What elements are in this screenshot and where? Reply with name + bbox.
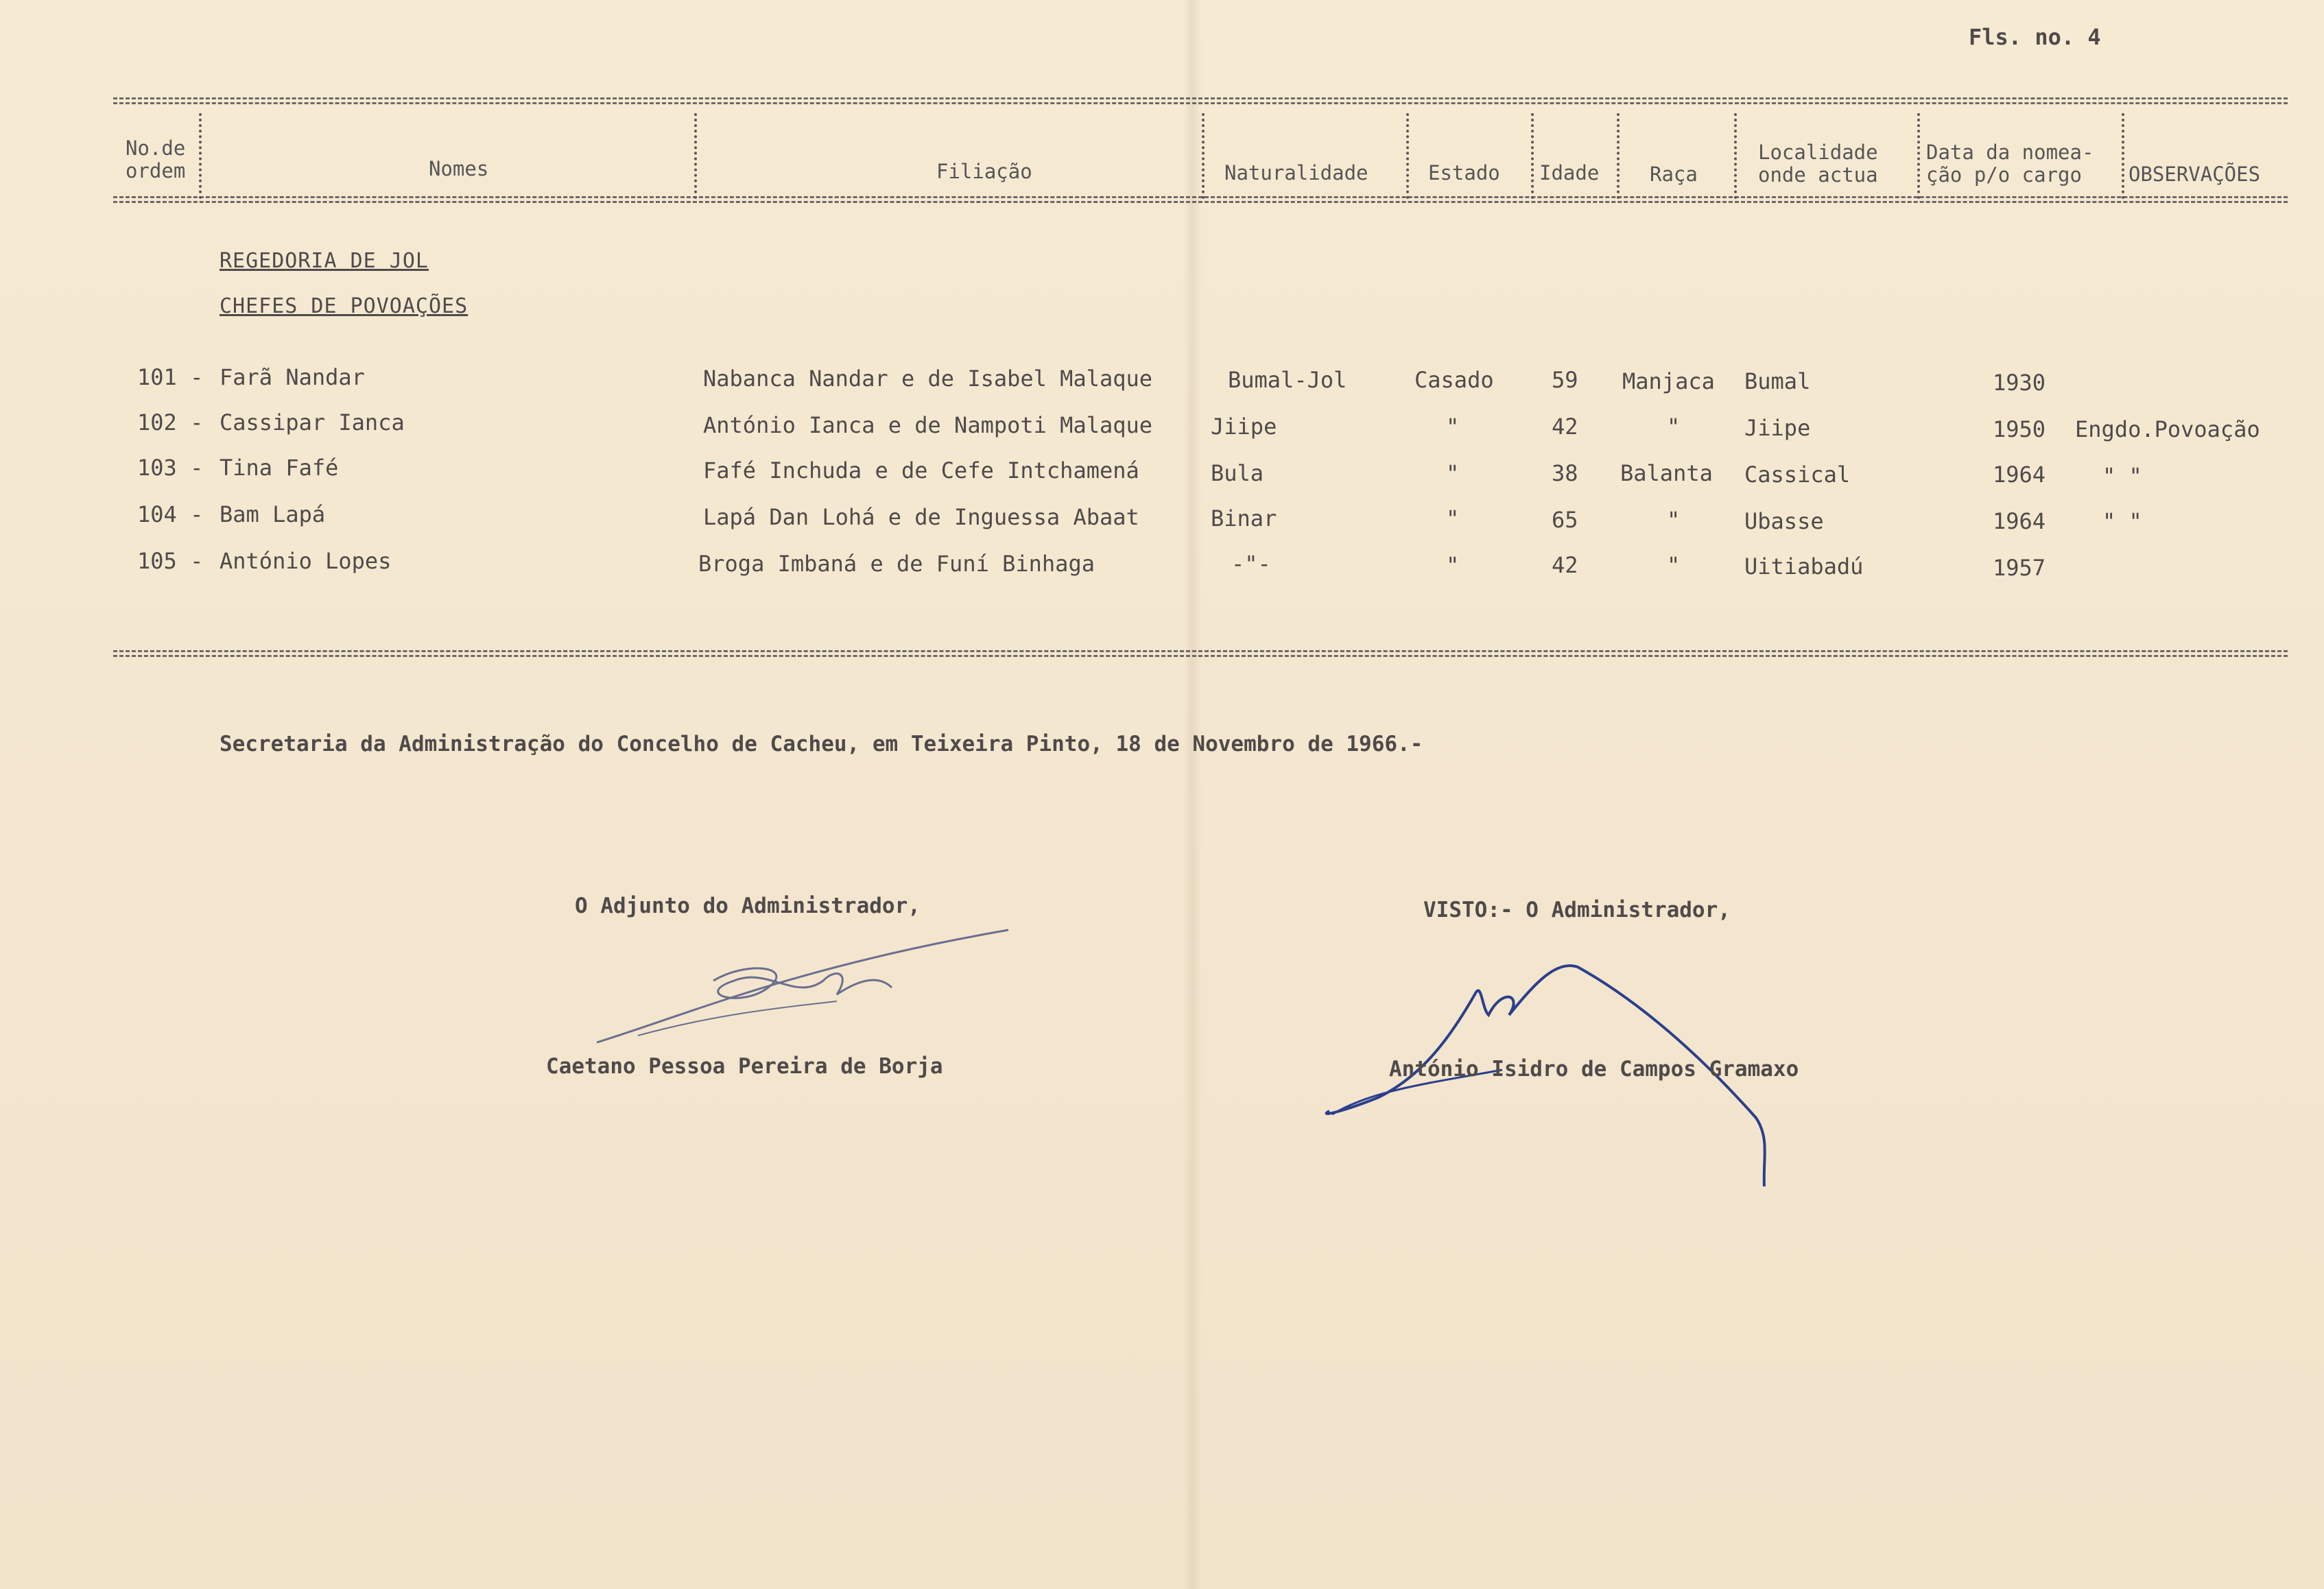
column-separator (1406, 113, 1409, 199)
cell-obs: Engdo.Povoação (2075, 416, 2260, 442)
cell-obs: " " (2102, 508, 2142, 534)
cell-localidade: Bumal (1744, 368, 1811, 394)
cell-raca: " (1667, 507, 1681, 533)
left-signature-title: O Adjunto do Administrador, (575, 894, 921, 918)
header-top-rule (113, 97, 2288, 104)
header-localidade: Localidade onde actua (1758, 141, 1878, 187)
cell-idade: 65 (1552, 507, 1578, 533)
column-separator (1202, 113, 1205, 199)
header-nomes: Nomes (429, 157, 489, 180)
cell-data: 1950 (1993, 416, 2046, 442)
cell-raca: " (1667, 552, 1681, 578)
column-separator (1531, 113, 1534, 199)
header-no-ordem: No.de ordem (126, 136, 186, 183)
subsection-title: CHEFES DE POVOAÇÕES (220, 294, 469, 318)
column-separator (1734, 113, 1737, 199)
cell-localidade: Uitiabadú (1744, 553, 1864, 580)
cell-estado: Casado (1414, 367, 1494, 393)
cell-localidade: Jiipe (1744, 415, 1811, 441)
cell-data: 1964 (1993, 462, 2046, 488)
cell-estado: " (1446, 552, 1460, 578)
header-naturalidade: Naturalidade (1224, 161, 1368, 184)
header-data-nomeacao: Data da nomea- ção p/o cargo (1926, 141, 2094, 187)
header-idade: Idade (1539, 161, 1600, 184)
cell-estado: " (1446, 505, 1460, 531)
cell-data: 1930 (1993, 370, 2046, 396)
cell-localidade: Ubasse (1744, 508, 1824, 534)
header-bottom-rule (113, 196, 2288, 203)
left-signature-scribble (590, 919, 1029, 1056)
cell-nome: António Lopes (220, 548, 392, 574)
cell-nome: Farã Nandar (220, 364, 365, 390)
column-separator (694, 113, 697, 199)
column-separator (2122, 113, 2124, 199)
cell-estado: " (1446, 460, 1460, 486)
cell-obs: " " (2102, 463, 2142, 489)
cell-data: 1957 (1993, 555, 2046, 581)
left-signature-name: Caetano Pessoa Pereira de Borja (546, 1054, 943, 1079)
cell-nome: Bam Lapá (220, 501, 326, 527)
cell-filiacao: Nabanca Nandar e de Isabel Malaque (703, 366, 1153, 392)
right-signature-name: António Isidro de Campos Gramaxo (1389, 1057, 1799, 1082)
cell-idade: 38 (1552, 460, 1578, 486)
table-bottom-rule (113, 650, 2288, 657)
section-title: REGEDORIA DE JOL (220, 249, 429, 273)
cell-ordem: 101 - (137, 364, 204, 390)
cell-ordem: 103 - (137, 455, 204, 481)
cell-ordem: 102 - (137, 409, 204, 435)
column-separator (199, 113, 202, 199)
right-signature-title: VISTO:- O Administrador, (1423, 898, 1731, 922)
cell-nome: Tina Fafé (220, 455, 339, 481)
header-raca: Raça (1650, 163, 1698, 186)
cell-filiacao: Lapá Dan Lohá e de Inguessa Abaat (703, 504, 1139, 530)
sheet-number: Fls. no. 4 (1969, 24, 2101, 50)
cell-localidade: Cassical (1744, 462, 1851, 488)
cell-filiacao: Broga Imbaná e de Funí Binhaga (698, 551, 1095, 577)
header-filiacao: Filiação (936, 160, 1032, 183)
cell-idade: 42 (1552, 414, 1578, 440)
cell-raca: Balanta (1620, 460, 1713, 486)
cell-naturalidade: Jiipe (1211, 414, 1277, 440)
cell-ordem: 104 - (137, 501, 204, 527)
cell-naturalidade: Bula (1211, 460, 1264, 486)
cell-idade: 59 (1552, 367, 1578, 393)
cell-filiacao: Fafé Inchuda e de Cefe Intchamená (703, 457, 1139, 483)
cell-raca: Manjaca (1622, 368, 1715, 394)
cell-naturalidade: Binar (1211, 505, 1277, 531)
cell-nome: Cassipar Ianca (220, 409, 405, 435)
closing-line: Secretaria da Administração do Concelho de Cacheu, em Teixeira Pinto, 18 de Novembro de 1966.- (220, 732, 1423, 756)
cell-filiacao: António Ianca e de Nampoti Malaque (703, 412, 1153, 438)
cell-naturalidade: -"- (1231, 551, 1271, 577)
header-estado: Estado (1428, 161, 1500, 184)
column-separator (1917, 113, 1920, 199)
header-observacoes: OBSERVAÇÕES (2129, 163, 2261, 186)
column-separator (1617, 113, 1620, 199)
cell-estado: " (1446, 414, 1460, 440)
cell-raca: " (1667, 414, 1681, 440)
cell-data: 1964 (1993, 508, 2046, 534)
cell-idade: 42 (1552, 552, 1578, 578)
cell-ordem: 105 - (137, 548, 204, 574)
cell-naturalidade: Bumal-Jol (1228, 367, 1347, 393)
